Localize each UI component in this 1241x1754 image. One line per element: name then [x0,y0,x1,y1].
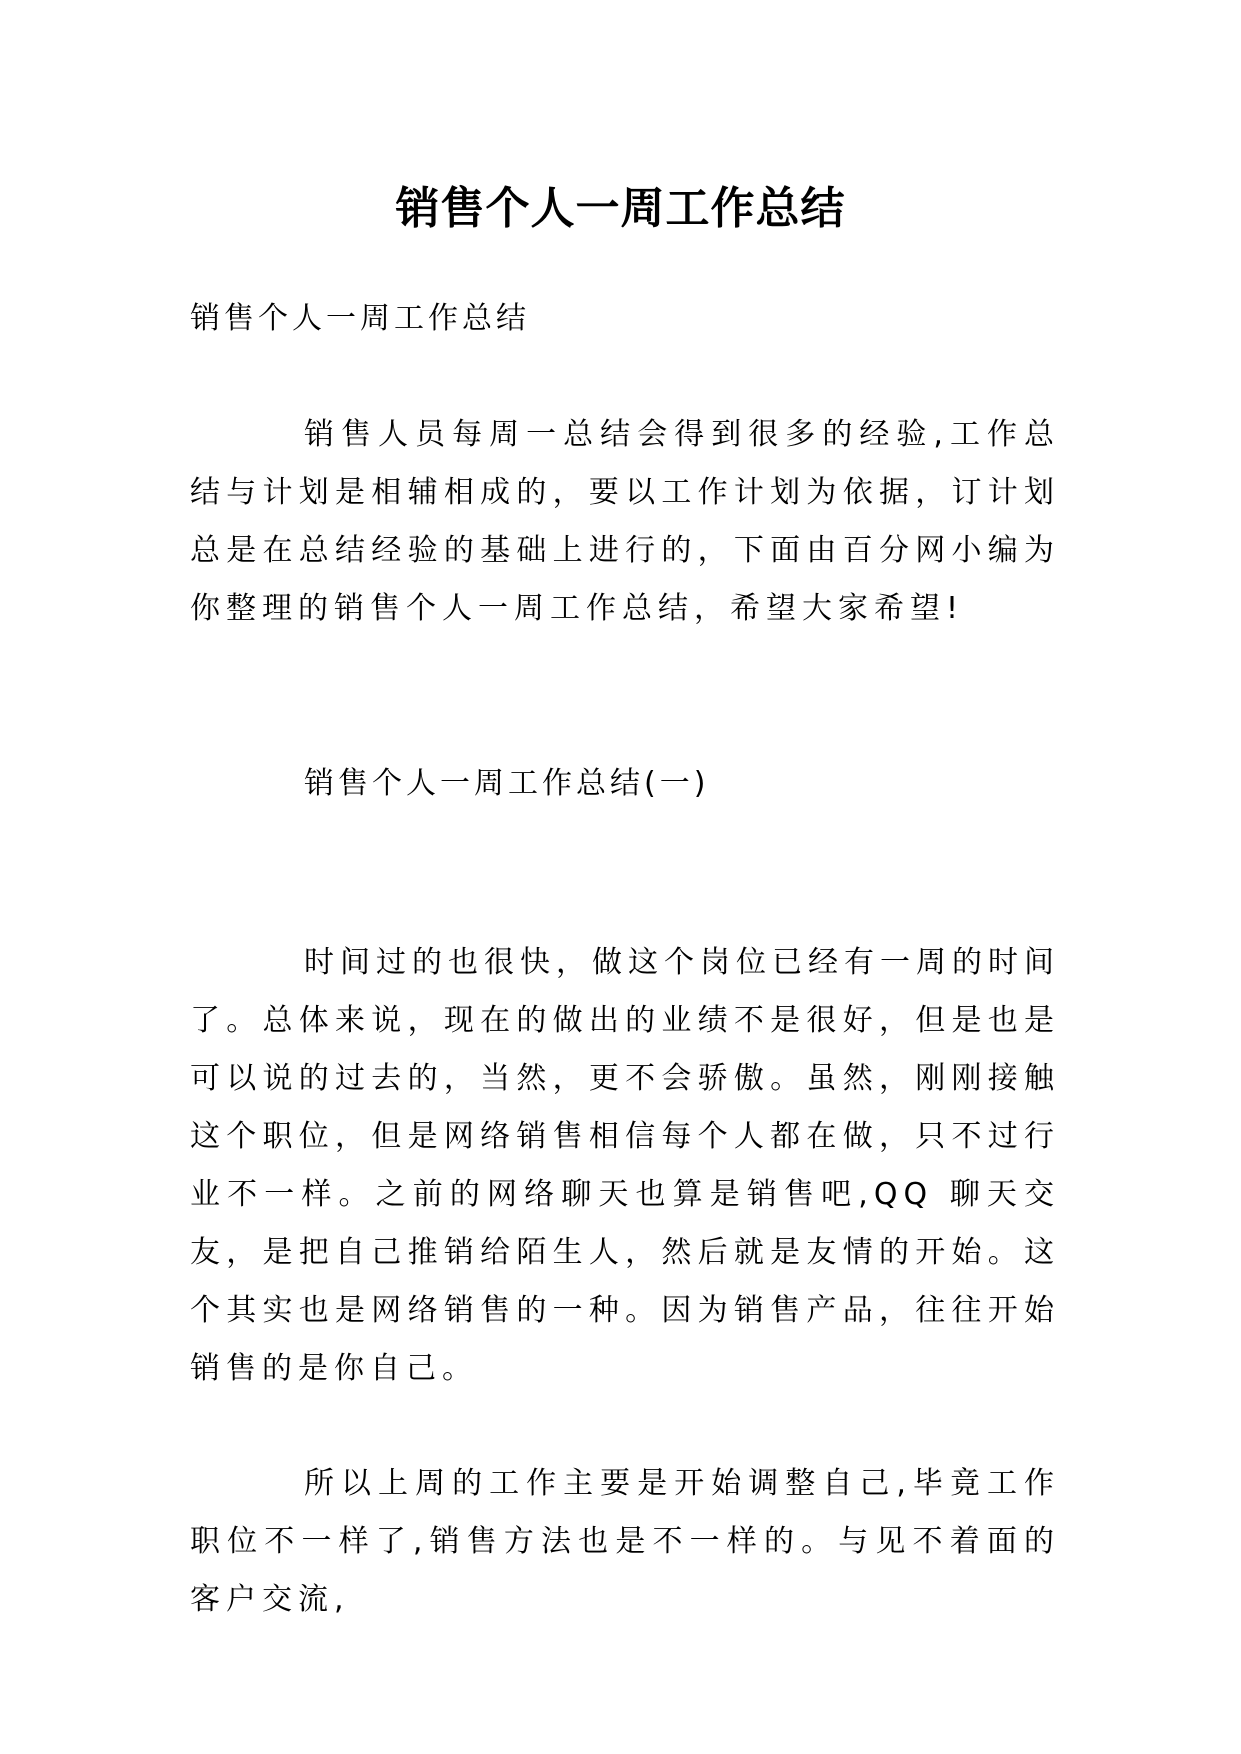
document-subtitle: 销售个人一周工作总结 [190,301,530,336]
body-paragraph-1: 时间过的也很快，做这个岗位已经有一周的时间了。总体来说，现在的做出的业绩不是很好，但是也是可以说的过去的，当然，更不会骄傲。虽然，刚刚接触这个职位，但是网络销售相信每个人都在做，只不过行业不一样。之前的网络聊天也算是销售吧,QQ 聊天交友，是把自己推销给陌生人，然后就是友情的开始。这个其实也是网络销售的一种。因为销售产品，往往开始销售的是你自己。 [190,945,1060,1386]
intro-paragraph: 销售人员每周一总结会得到很多的经验,工作总结与计划是相辅相成的，要以工作计划为依据，订计划总是在总结经验的基础上进行的，下面由百分网小编为你整理的销售个人一周工作总结，希望大家希望! [190,417,1060,626]
body-paragraph-2: 所以上周的工作主要是开始调整自己,毕竟工作职位不一样了,销售方法也是不一样的。与见不着面的客户交流, [190,1466,1060,1617]
section-heading: 销售个人一周工作总结(一) [304,766,710,801]
page-title: 销售个人一周工作总结 [395,183,846,235]
